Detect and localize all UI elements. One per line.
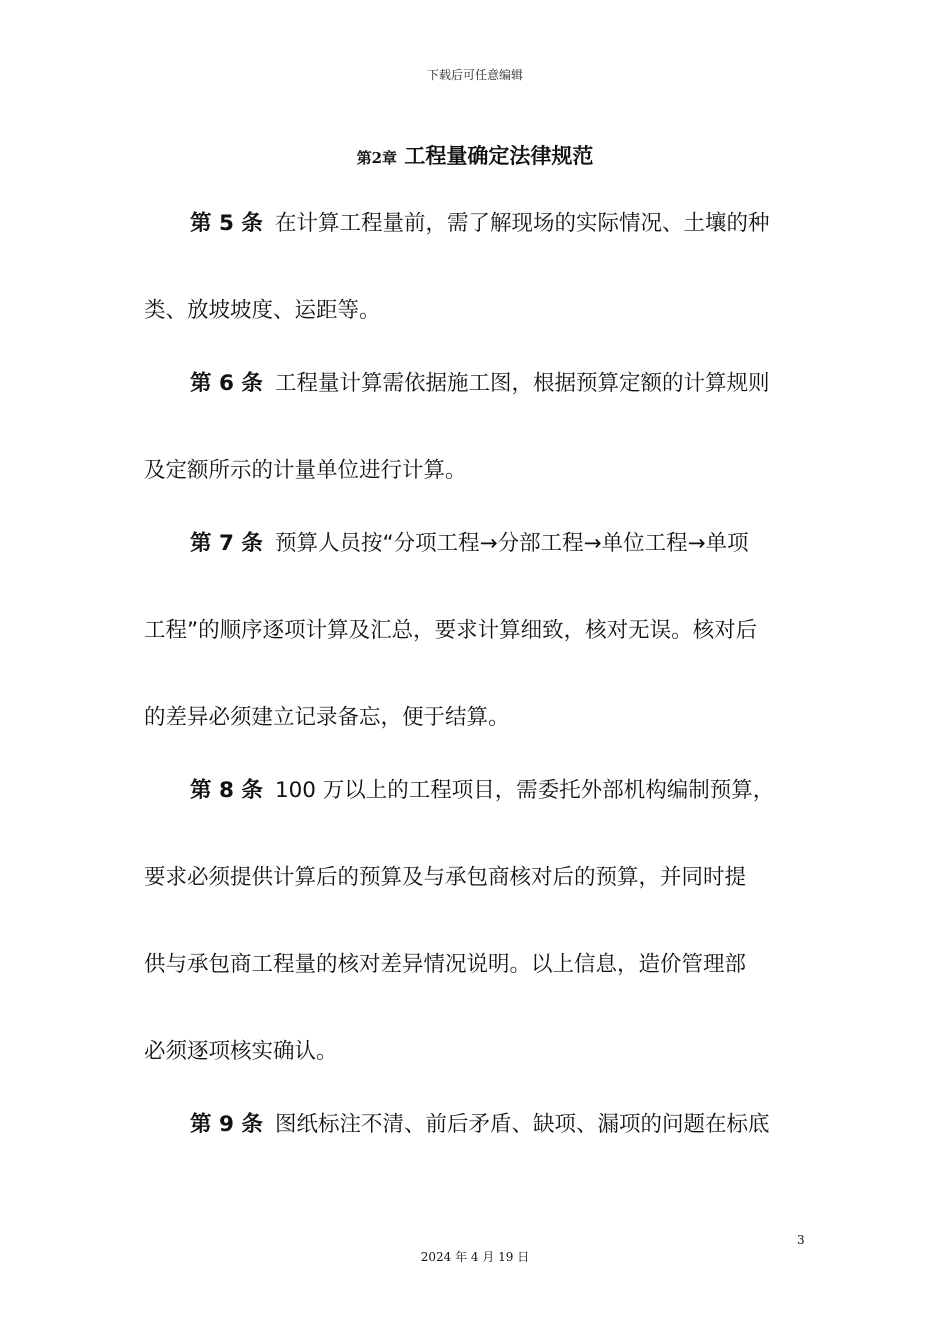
article-8-line-3: 供与承包商工程量的核对差异情况说明。以上信息，造价管理部 (144, 952, 747, 977)
article-7-line-2: 工程”的顺序逐项计算及汇总，要求计算细致，核对无误。核对后 (144, 618, 758, 643)
article-6-line-1 (190, 369, 769, 399)
article-7-number: 第 7 条 (190, 531, 263, 556)
page-number: 3 (797, 1233, 805, 1247)
chapter-name: 工程量确定法律规范 (404, 144, 594, 168)
article-6-text-1: 工程量计算需依据施工图，根据预算定额的计算规则 (274, 371, 770, 396)
chapter-prefix: 第2章 (356, 149, 398, 167)
article-7-line-3: 的差异必须建立记录备忘，便于结算。 (144, 705, 510, 730)
article-9-number: 第 9 条 (190, 1112, 263, 1137)
article-6-number: 第 6 条 (190, 371, 263, 396)
article-8-line-4: 必须逐项核实确认。 (144, 1039, 338, 1064)
article-9-line-1 (190, 1110, 769, 1140)
article-8-line-1 (190, 776, 774, 806)
article-8-text-1: 100 万以上的工程项目，需委托外部机构编制预算， (274, 778, 775, 803)
chapter-title (0, 140, 950, 170)
header-note: 下载后可任意编辑 (426, 68, 523, 82)
article-5-line-1 (190, 209, 769, 239)
article-8-number: 第 8 条 (190, 778, 263, 803)
article-9-text-1: 图纸标注不清、前后矛盾、缺项、漏项的问题在标底 (274, 1112, 770, 1137)
article-5-line-2: 类、放坡坡度、运距等。 (144, 298, 381, 323)
article-5-number: 第 5 条 (190, 211, 263, 236)
article-6-line-2: 及定额所示的计量单位进行计算。 (144, 458, 467, 483)
article-5-text-1: 在计算工程量前，需了解现场的实际情况、土壤的种 (274, 211, 770, 236)
article-7-text-1: 预算人员按“分项工程→分部工程→单位工程→单项 (274, 531, 749, 556)
article-8-line-2: 要求必须提供计算后的预算及与承包商核对后的预算，并同时提 (144, 865, 747, 890)
article-7-line-1 (190, 529, 749, 559)
footer-date: 2024 年 4 月 19 日 (420, 1250, 530, 1264)
